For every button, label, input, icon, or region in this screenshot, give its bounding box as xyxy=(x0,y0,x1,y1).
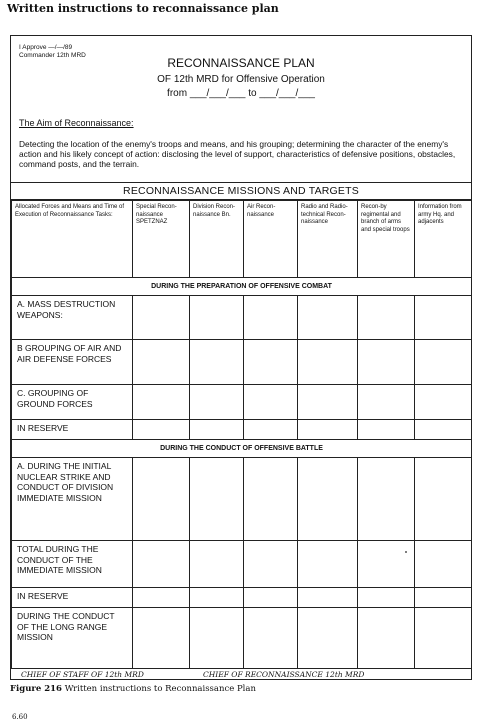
approval-line: I Approve —/—/89 xyxy=(19,44,73,51)
footer-chief-of-reconnaissance: CHIEF OF RECONNAISSANCE 12th MRD xyxy=(203,670,365,679)
empty-cell[interactable] xyxy=(415,458,472,541)
empty-cell[interactable] xyxy=(358,608,415,669)
empty-cell[interactable] xyxy=(133,296,190,340)
figure-label: Figure 216 xyxy=(10,684,62,694)
empty-cell[interactable] xyxy=(244,385,298,420)
figure-caption-text: Written instructions to Reconnaissance Plan xyxy=(64,684,256,694)
empty-cell[interactable] xyxy=(133,541,190,588)
empty-cell[interactable] xyxy=(298,420,358,440)
empty-cell[interactable] xyxy=(133,420,190,440)
row-label: IN RESERVE xyxy=(12,420,133,440)
empty-cell[interactable] xyxy=(415,340,472,385)
empty-cell[interactable] xyxy=(133,588,190,608)
empty-cell[interactable] xyxy=(415,385,472,420)
empty-cell[interactable] xyxy=(190,608,244,669)
table-row xyxy=(12,385,472,420)
empty-cell[interactable] xyxy=(133,458,190,541)
missions-heading: RECONNAISSANCE MISSIONS AND TARGETS xyxy=(11,182,471,200)
table-row xyxy=(12,541,472,588)
empty-cell[interactable] xyxy=(415,541,472,588)
aim-text: Detecting the location of the enemy's troops and means, and his grouping; determining the character of the enemy's action and his likely concept of action: disclosing the level of support, characteristics of defensive positions, obstacles, command posts, and the terrain. xyxy=(19,139,456,169)
empty-cell[interactable] xyxy=(244,541,298,588)
empty-cell[interactable] xyxy=(298,541,358,588)
empty-cell[interactable] xyxy=(415,420,472,440)
empty-cell[interactable] xyxy=(415,588,472,608)
empty-cell[interactable] xyxy=(358,296,415,340)
scan-speck xyxy=(405,551,407,553)
reconnaissance-plan-form xyxy=(10,35,472,680)
empty-cell[interactable] xyxy=(190,458,244,541)
column-header: Information from army Hq. and adjacents xyxy=(415,201,472,278)
column-header: Allocated Forces and Means and Time of Execution of Reconnaissance Tasks: xyxy=(12,201,133,278)
empty-cell[interactable] xyxy=(298,588,358,608)
aim-label: The Aim of Reconnaissance: xyxy=(19,118,134,128)
empty-cell[interactable] xyxy=(358,588,415,608)
row-label: A. MASS DESTRUCTION WEAPONS: xyxy=(12,296,133,340)
column-header: Recon-by regimental and branch of arms and special troops xyxy=(358,201,415,278)
approval-signatory: Commander 12th MRD xyxy=(19,52,86,59)
table-row xyxy=(12,420,472,440)
empty-cell[interactable] xyxy=(298,608,358,669)
empty-cell[interactable] xyxy=(190,340,244,385)
section-heading-conduct: DURING THE CONDUCT OF OFFENSIVE BATTLE xyxy=(12,440,472,458)
empty-cell[interactable] xyxy=(244,340,298,385)
date-range: from ___/___/___ to ___/___/___ xyxy=(167,88,315,99)
row-label: A. DURING THE INITIAL NUCLEAR STRIKE AND CONDUCT OF DIVISION IMMEDIATE MISSION xyxy=(12,458,133,541)
row-label: IN RESERVE xyxy=(12,588,133,608)
empty-cell[interactable] xyxy=(415,296,472,340)
empty-cell[interactable] xyxy=(244,608,298,669)
empty-cell[interactable] xyxy=(244,420,298,440)
row-label: C. GROUPING OF GROUND FORCES xyxy=(12,385,133,420)
empty-cell[interactable] xyxy=(244,588,298,608)
table-row xyxy=(12,458,472,541)
empty-cell[interactable] xyxy=(244,458,298,541)
empty-cell[interactable] xyxy=(358,420,415,440)
empty-cell[interactable] xyxy=(133,608,190,669)
form-subtitle: OF 12th MRD for Offensive Operation xyxy=(157,74,325,85)
empty-cell[interactable] xyxy=(358,541,415,588)
missions-table xyxy=(11,200,472,669)
column-header: Radio and Radio-technical Recon-naissance xyxy=(298,201,358,278)
column-header: Division Recon-naissance Bn. xyxy=(190,201,244,278)
empty-cell[interactable] xyxy=(190,588,244,608)
footer-chief-of-staff: CHIEF OF STAFF OF 12th MRD xyxy=(21,670,144,679)
running-header: Written instructions to reconnaissance plan xyxy=(7,2,279,15)
empty-cell[interactable] xyxy=(190,541,244,588)
row-label: TOTAL DURING THE CONDUCT OF THE IMMEDIATE MISSION xyxy=(12,541,133,588)
empty-cell[interactable] xyxy=(244,296,298,340)
row-label: DURING THE CONDUCT OF THE LONG RANGE MISSION xyxy=(12,608,133,669)
table-row xyxy=(12,340,472,385)
figure-caption xyxy=(10,684,256,694)
empty-cell[interactable] xyxy=(298,458,358,541)
empty-cell[interactable] xyxy=(190,420,244,440)
empty-cell[interactable] xyxy=(358,340,415,385)
empty-cell[interactable] xyxy=(298,340,358,385)
table-row xyxy=(12,588,472,608)
empty-cell[interactable] xyxy=(298,385,358,420)
empty-cell[interactable] xyxy=(298,296,358,340)
empty-cell[interactable] xyxy=(358,458,415,541)
table-row xyxy=(12,608,472,669)
empty-cell[interactable] xyxy=(190,385,244,420)
column-header: Air Recon-naissance xyxy=(244,201,298,278)
empty-cell[interactable] xyxy=(133,340,190,385)
empty-cell[interactable] xyxy=(415,608,472,669)
form-title: RECONNAISSANCE PLAN xyxy=(167,56,315,70)
section-row xyxy=(12,440,472,458)
empty-cell[interactable] xyxy=(358,385,415,420)
column-header-row xyxy=(12,201,472,278)
column-header: Special Recon-naissance SPETZNAZ xyxy=(133,201,190,278)
row-label: B GROUPING OF AIR AND AIR DEFENSE FORCES xyxy=(12,340,133,385)
section-heading-preparation: DURING THE PREPARATION OF OFFENSIVE COMBAT xyxy=(12,278,472,296)
signature-footer xyxy=(11,668,471,682)
page-number: 6.60 xyxy=(12,713,28,721)
empty-cell[interactable] xyxy=(133,385,190,420)
table-row xyxy=(12,296,472,340)
section-row xyxy=(12,278,472,296)
empty-cell[interactable] xyxy=(190,296,244,340)
